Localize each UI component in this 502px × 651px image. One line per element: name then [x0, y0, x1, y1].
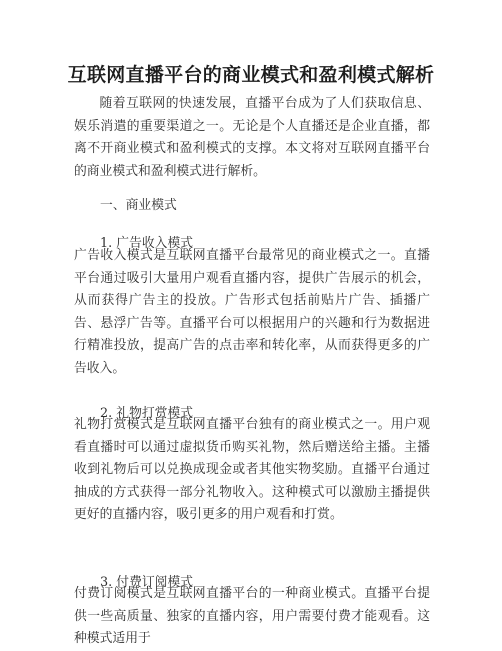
item-body-3: 付费订阅模式是互联网直播平台的一种商业模式。直播平台提供一些高质量、独家的直播内容，用户需要付费才能观看。这种模式适用于: [74, 586, 430, 646]
item-body-2: 礼物打赏模式是互联网直播平台独有的商业模式之一。用户观看直播时可以通过虚拟货币购买礼物，然后赠送给主播。主播收到礼物后可以兑换成现金或者其他实物奖励。直播平台通过抽成的方式获得一部分礼物收入。这种模式可以激励主播提供更好的直播内容，吸引更多的用户观看和打赏。: [74, 417, 430, 522]
section-heading: 一、商业模式: [100, 198, 177, 213]
item-heading-3: 3. 付费订阅模式: [100, 575, 194, 590]
item-heading-2: 2. 礼物打赏模式: [100, 406, 194, 421]
intro-paragraph: 随着互联网的快速发展，直播平台成为了人们获取信息、娱乐消遣的重要渠道之一。无论是个人直播还是企业直播，都离不开商业模式和盈利模式的支撑。本文将对互联网直播平台的商业模式和盈利模式进行解析。: [74, 96, 430, 179]
item-body-1: 广告收入模式是互联网直播平台最常见的商业模式之一。直播平台通过吸引大量用户观看直播内容，提供广告展示的机会，从而获得广告主的投放。广告形式包括前贴片广告、插播广告、悬浮广告等。直播平台可以根据用户的兴趣和行为数据进行精准投放，提高广告的点击率和转化率，从而获得更多的广告收入。: [74, 248, 430, 376]
document-title: 互联网直播平台的商业模式和盈利模式解析: [67, 64, 435, 86]
item-heading-1: 1. 广告收入模式: [100, 236, 194, 251]
